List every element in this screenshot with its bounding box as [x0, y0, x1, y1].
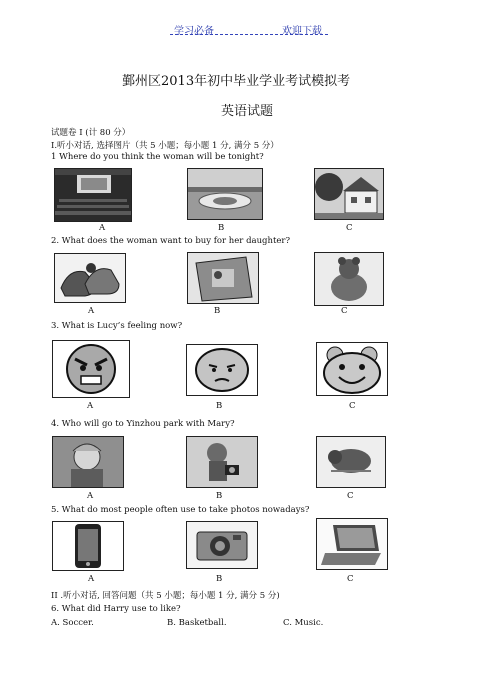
picture-1b-park: [187, 168, 263, 220]
picture-4c-dog: [316, 436, 386, 488]
label-2a: A: [88, 306, 95, 316]
q6-option-a: A. Soccer.: [51, 618, 94, 628]
label-3c: C: [349, 401, 356, 411]
question-6: 6. What did Harry use to like?: [51, 604, 181, 614]
label-1c: C: [346, 223, 353, 233]
picture-3c-happy-face: [316, 342, 388, 396]
picture-1a-cinema: [54, 168, 132, 222]
label-4c: C: [347, 491, 354, 501]
question-4: 4. Who will go to Yinzhou park with Mary?: [51, 419, 235, 429]
label-4a: A: [87, 491, 94, 501]
picture-4a-grandmother: [52, 436, 124, 488]
label-3b: B: [216, 401, 223, 411]
label-1a: A: [99, 223, 106, 233]
header-right: 欢迎下载: [282, 26, 322, 37]
header-rule: [170, 34, 328, 35]
picture-5c-laptop: [316, 518, 388, 570]
page-subtitle: 英语试题: [221, 104, 274, 119]
page-title: 鄞州区2013年初中毕业学业考试模拟考: [122, 74, 351, 89]
q6-option-c: C. Music.: [283, 618, 324, 628]
picture-5b-camera: [186, 521, 258, 569]
picture-3a-angry-face: [52, 340, 130, 398]
label-1b: B: [218, 223, 225, 233]
picture-5a-phone: [52, 521, 124, 571]
label-4b: B: [216, 491, 223, 501]
question-2: 2. What does the woman want to buy for her daughter?: [51, 236, 291, 246]
q6-option-b: B. Basketball.: [167, 618, 227, 628]
question-3: 3. What is Lucy’s feeling now?: [51, 321, 183, 331]
picture-3b-worried-face: [186, 344, 258, 396]
picture-4b-boy-camera: [186, 436, 258, 488]
label-5b: B: [216, 574, 223, 584]
part1-title: I.听小对话, 选择图片（共 5 小题；每小题 1 分, 满分 5 分）: [51, 141, 279, 151]
part2-title: II .听小对话, 回答问题（共 5 小题；每小题 1 分, 满分 5 分): [51, 591, 280, 601]
label-5c: C: [347, 574, 354, 584]
label-5a: A: [88, 574, 95, 584]
question-5: 5. What do most people often use to take photos nowadays?: [51, 505, 310, 515]
section-intro: 试题卷 I (计 80 分）: [51, 128, 131, 138]
label-3a: A: [87, 401, 94, 411]
question-1: 1 Where do you think the woman will be tonight?: [51, 152, 264, 162]
header-left: 学习必备: [174, 26, 214, 37]
label-2c: C: [341, 306, 348, 316]
picture-2b-book: [187, 252, 259, 304]
picture-1c-house: [314, 168, 384, 220]
label-2b: B: [214, 306, 221, 316]
picture-2a-shoes: [54, 253, 126, 303]
picture-2c-toy: [314, 252, 384, 306]
